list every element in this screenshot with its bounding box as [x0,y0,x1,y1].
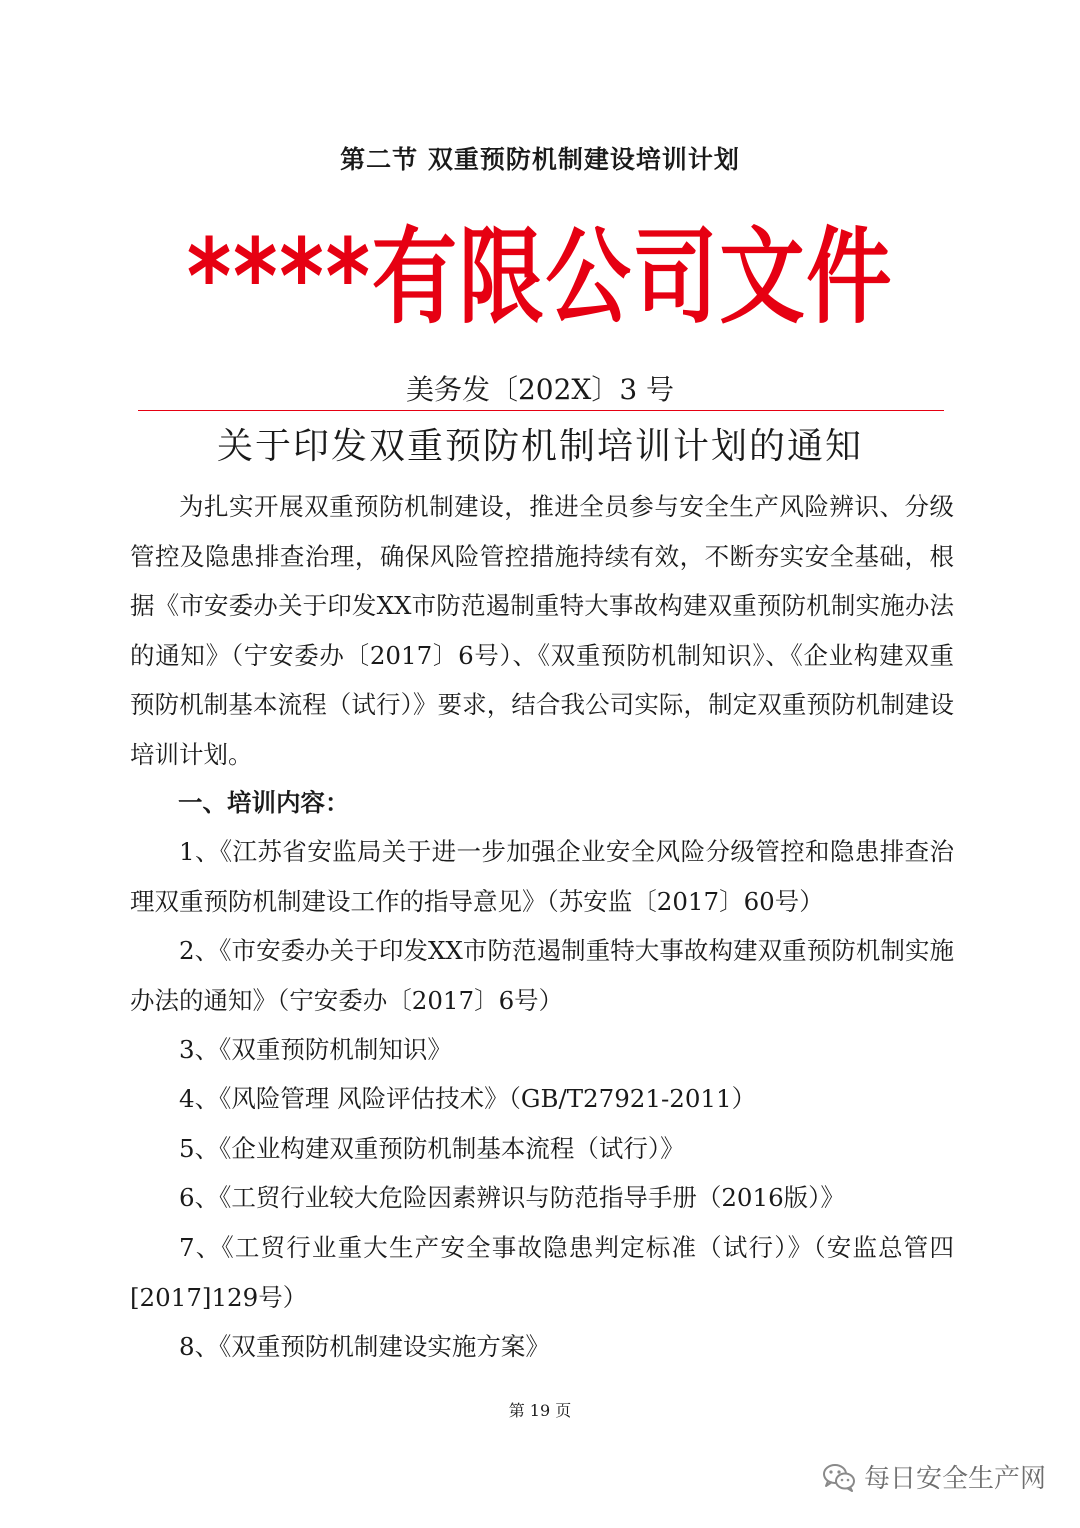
notice-title: 关于印发双重预防机制培训计划的通知 [216,426,863,467]
list-item: 5、《企业构建双重预防机制基本流程（试行）》 [179,1134,685,1163]
document-number: 美务发〔202X〕3 号 [405,373,675,406]
list-item: 8、《双重预防机制建设实施方案》 [179,1332,550,1361]
watermark-text: 每日安全生产网 [863,1464,1046,1494]
list-item: 1、《江苏省安监局关于进一步加强企业安全风险分级管控和隐患排查治理双重预防机制建设工作的指导意见》（苏安监〔2017〕60号） [130,837,954,916]
list-item: 3、《双重预防机制知识》 [179,1035,452,1064]
list-item: 7、《工贸行业重大生产安全事故隐患判定标准（试行）》（安监总管四[2017]129号） [130,1233,954,1312]
red-divider [138,410,944,411]
list-item: 2、《市安委办关于印发XX市防范遏制重特大事故构建双重预防机制实施办法的通知》（宁安委办〔2017〕6号） [130,936,954,1015]
company-header: ****有限公司文件 [186,216,894,338]
intro-paragraph: 为扎实开展双重预防机制建设，推进全员参与安全生产风险辨识、分级管控及隐患排查治理，确保风险管控措施持续有效，不断夯实安全基础，根据《市安委办关于印发XX市防范遏制重特大事故构建双重预防机制实施办法的通知》（宁安委办〔2017〕6号）、《双重预防机制知识》、《企业构建双重预防机制基本流程（试行）》要求，结合我公司实际，制定双重预防机制建设培训计划。 [130,492,954,769]
wechat-icon [822,1462,856,1492]
section-title: 第二节 双重预防机制建设培训计划 [340,145,740,174]
list-item: 6、《工贸行业较大危险因素辨识与防范指导手册（2016版）》 [179,1183,845,1212]
section-heading: 一、培训内容： [178,788,350,817]
watermark [822,1458,1046,1495]
page-number: 第 19 页 [508,1401,572,1420]
list-item: 4、《风险管理 风险评估技术》（GB/T27921-2011） [179,1084,757,1113]
